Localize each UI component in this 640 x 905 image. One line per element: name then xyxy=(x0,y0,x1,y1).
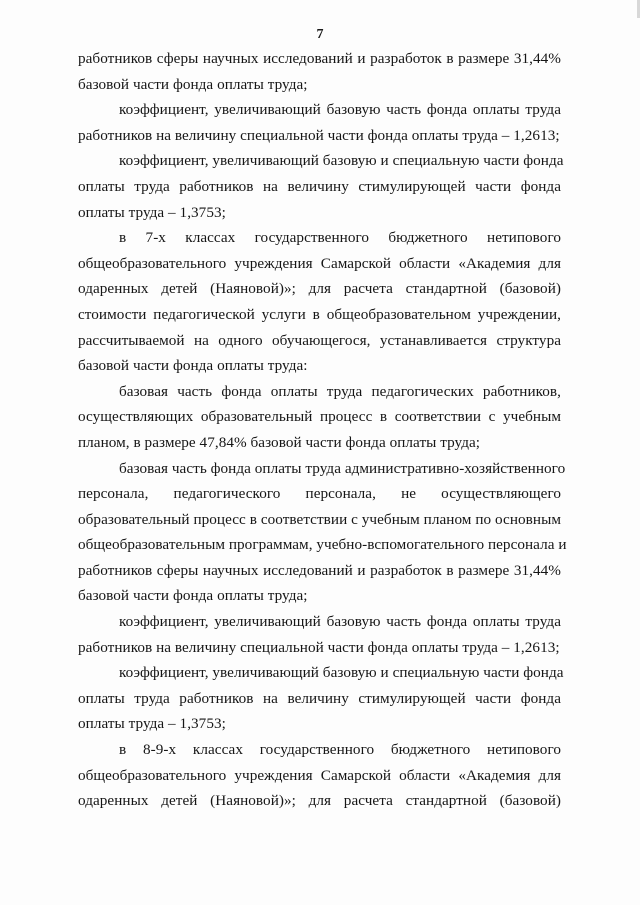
paragraph xyxy=(78,225,561,379)
paragraph-line: образовательный процесс в соответствии с учебным планом по основным xyxy=(78,510,561,528)
paragraph-line: коэффициент, увеличивающий базовую часть фонда оплаты труда xyxy=(119,613,561,631)
paragraph-line: работников сферы научных исследований и разработок в размере 31,44% xyxy=(78,50,561,67)
paragraph-line: коэффициент, увеличивающий базовую и специальную части фонда xyxy=(119,664,564,682)
paragraph-line: коэффициент, увеличивающий базовую и специальную части фонда xyxy=(119,152,564,170)
paragraph-line: оплаты труда работников на величину стимулирующей части фонда xyxy=(78,689,561,707)
paragraph xyxy=(78,609,561,660)
paragraph-line: работников на величину специальной части фонда оплаты труда – 1,2613; xyxy=(78,126,560,144)
paragraph-line: персонала, педагогического персонала, не осуществляющего xyxy=(78,485,561,503)
paragraph-line: работников сферы научных исследований и разработок в размере 31,44% xyxy=(78,561,561,579)
paragraph xyxy=(78,737,561,814)
paragraph-line: оплаты труда – 1,3753; xyxy=(78,715,226,733)
paragraph-line: базовой части фонда оплаты труда; xyxy=(78,587,308,605)
paragraph-line: работников на величину специальной части фонда оплаты труда – 1,2613; xyxy=(78,638,560,656)
paragraph-line: базовая часть фонда оплаты труда административно-хозяйственного xyxy=(119,459,566,477)
page-number: 7 xyxy=(316,27,324,42)
paragraph-line: в 7-х классах государственного бюджетного нетипового xyxy=(119,229,561,247)
paragraph-line: рассчитываемой на одного обучающегося, устанавливается структура xyxy=(78,331,561,349)
paragraph xyxy=(78,379,561,456)
paragraph-line: общеобразовательным программам, учебно-вспомогательного персонала и xyxy=(78,536,567,554)
paragraph xyxy=(78,97,561,148)
paragraph xyxy=(78,46,561,97)
paragraph-line: планом, в размере 47,84% базовой части фонда оплаты труда; xyxy=(78,433,481,451)
paragraph-line: базовой части фонда оплаты труда: xyxy=(78,357,308,375)
paragraph-line: одаренных детей (Наяновой)»; для расчета стандартной (базовой) xyxy=(78,792,561,810)
paragraph-line: оплаты труда работников на величину стимулирующей части фонда xyxy=(78,177,561,195)
document-body xyxy=(78,46,567,814)
paragraph-line: общеобразовательного учреждения Самарской области «Академия для xyxy=(78,254,561,272)
paragraph-line: в 8-9-х классах государственного бюджетного нетипового xyxy=(119,741,561,759)
paragraph xyxy=(78,660,564,737)
paragraph-line: коэффициент, увеличивающий базовую часть фонда оплаты труда xyxy=(119,101,561,119)
paragraph-line: оплаты труда – 1,3753; xyxy=(78,203,226,221)
paragraph-line: стоимости педагогической услуги в общеобразовательном учреждении, xyxy=(78,305,561,323)
paragraph xyxy=(78,456,567,610)
paragraph-line: базовая часть фонда оплаты труда педагогических работников, xyxy=(119,382,561,400)
paragraph-line: базовой части фонда оплаты труда; xyxy=(78,75,308,93)
paragraph-line: осуществляющих образовательный процесс в соответствии с учебным xyxy=(78,408,561,426)
paragraph xyxy=(78,148,564,225)
paragraph-line: общеобразовательного учреждения Самарской области «Академия для xyxy=(78,766,561,784)
paragraph-line: одаренных детей (Наяновой)»; для расчета стандартной (базовой) xyxy=(78,280,561,298)
